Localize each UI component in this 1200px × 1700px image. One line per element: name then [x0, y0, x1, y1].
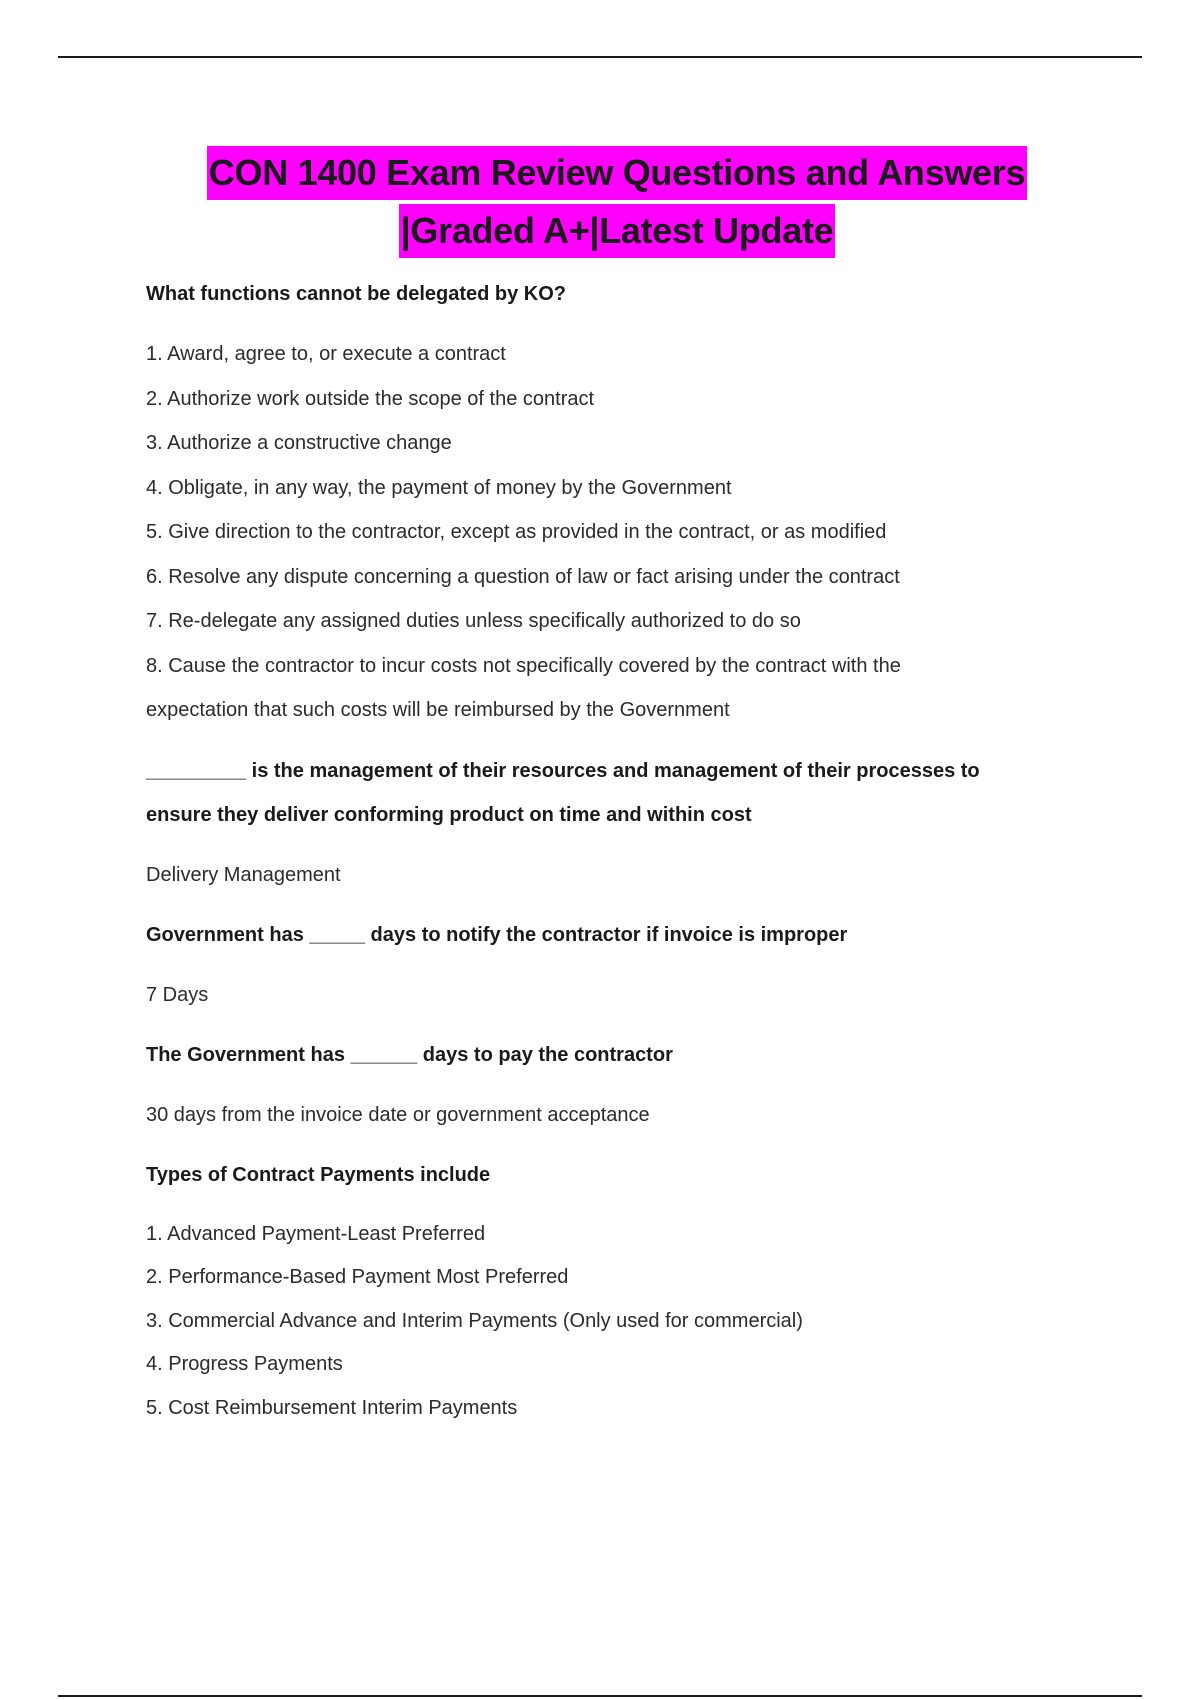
question-5: Types of Contract Payments include [146, 1163, 491, 1186]
bottom-rule [58, 1695, 1142, 1697]
list-item: 5. Give direction to the contractor, except as provided in the contract, or as modified [146, 521, 887, 543]
answer-list-5 [146, 1213, 1066, 1431]
answer-list-1 [146, 332, 1066, 733]
question-3: Government has _____ days to notify the contractor if invoice is improper [146, 923, 848, 946]
list-item: 4. Progress Payments [146, 1353, 343, 1375]
list-item: 4. Obligate, in any way, the payment of money by the Government [146, 476, 732, 499]
question-1: What functions cannot be delegated by KO? [146, 283, 567, 305]
answer-4: 30 days from the invoice date or government acceptance [146, 1103, 650, 1126]
question-2-line-2: ensure they deliver conforming product on time and within cost [146, 803, 752, 826]
list-item: 7. Re-delegate any assigned duties unless specifically authorized to do so [146, 610, 801, 632]
list-item: 1. Award, agree to, or execute a contract [146, 343, 506, 365]
list-item: 8. Cause the contractor to incur costs not specifically covered by the contract with the [146, 654, 901, 677]
document-title [0, 146, 1200, 258]
question-4: The Government has ______ days to pay the contractor [146, 1043, 673, 1066]
list-item: 2. Performance-Based Payment Most Preferred [146, 1266, 569, 1288]
answer-3: 7 Days [146, 983, 209, 1006]
list-item: 1. Advanced Payment-Least Preferred [146, 1222, 486, 1245]
list-item: 3. Authorize a constructive change [146, 432, 452, 454]
document-body [146, 272, 1066, 1430]
list-item: expectation that such costs will be reimbursed by the Government [146, 699, 730, 721]
answer-2: Delivery Management [146, 863, 341, 886]
title-line-1: CON 1400 Exam Review Questions and Answers [207, 146, 1027, 200]
question-2-line-1: _________ is the management of their resources and management of their processes to [146, 759, 980, 782]
list-item: 5. Cost Reimbursement Interim Payments [146, 1396, 518, 1419]
list-item: 3. Commercial Advance and Interim Payments (Only used for commercial) [146, 1309, 803, 1332]
list-item: 6. Resolve any dispute concerning a question of law or fact arising under the contract [146, 565, 900, 588]
top-rule [58, 56, 1142, 58]
list-item: 2. Authorize work outside the scope of the contract [146, 387, 595, 410]
title-line-2: |Graded A+|Latest Update [399, 204, 836, 258]
